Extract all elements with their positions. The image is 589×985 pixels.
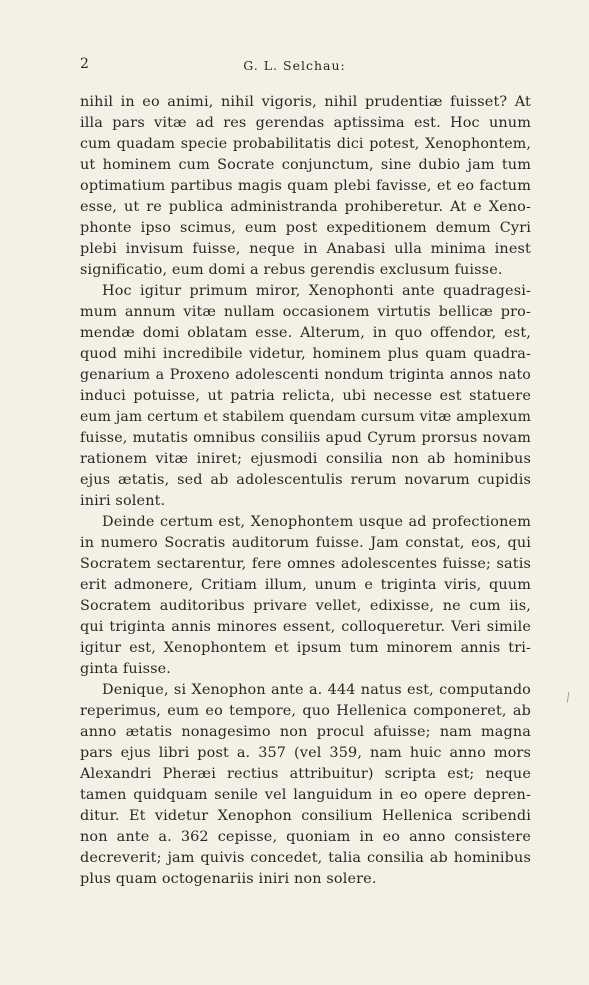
text-line: reperimus, eum eo tempore, quo Hellenica componeret, ab [80, 703, 531, 719]
text-line: induci potuisse, ut patria relicta, ubi necesse est statuere [80, 388, 531, 404]
text-line: tamen quidquam senile vel languidum in eo opere depren- [80, 787, 531, 803]
text-line: Alexandri Pheræi rectius attribuitur) scripta est; neque [80, 766, 531, 782]
text-line: decreverit; jam quivis concedet, talia consilia ab hominibus [80, 850, 531, 866]
text-line: nihil in eo animi, nihil vigoris, nihil prudentiæ fuisset? At [80, 94, 531, 110]
body-text [80, 92, 531, 890]
text-line: Socratem sectarentur, fere omnes adolescentes fuisse; satis [80, 556, 531, 572]
text-line: mum annum vitæ nullam occasionem virtutis bellicæ pro- [80, 304, 531, 320]
text-line: qui triginta annis minores essent, colloqueretur. Veri simile [80, 619, 531, 635]
text-line: significatio, eum domi a rebus gerendis exclusum fuisse. [80, 262, 503, 278]
text-line: phonte ipso scimus, eum post expeditionem demum Cyri [80, 220, 531, 236]
text-line: iniri solent. [80, 493, 166, 509]
text-line: plebi invisum fuisse, neque in Anabasi ulla minima inest [80, 241, 531, 257]
text-line: Hoc igitur primum miror, Xenophonti ante quadragesi- [102, 283, 531, 299]
text-line: rationem vitæ iniret; ejusmodi consilia non ab hominibus [80, 451, 531, 467]
text-line: quod mihi incredibile videtur, hominem plus quam quadra- [80, 346, 531, 362]
text-line: ginta fuisse. [80, 661, 172, 677]
text-line: igitur est, Xenophontem et ipsum tum minorem annis tri- [80, 640, 531, 656]
text-line: Denique, si Xenophon ante a. 444 natus est, computando [102, 682, 531, 698]
text-line: mendæ domi oblatam esse. Alterum, in quo offendor, est, [80, 325, 531, 341]
text-line: erit admonere, Critiam illum, unum e triginta viris, quum [80, 577, 531, 593]
text-line: eum jam certum et stabilem quendam cursum vitæ amplexum [80, 409, 531, 425]
page-number: 2 [80, 56, 90, 72]
text-line: anno ætatis nonagesimo non procul afuisse; nam magna [80, 724, 531, 740]
text-line: Deinde certum est, Xenophontem usque ad profectionem [102, 514, 531, 530]
running-head: G. L. Selchau: [243, 58, 346, 73]
text-line: genarium a Proxeno adolescenti nondum triginta annos nato [80, 367, 531, 383]
text-line: ejus ætatis, sed ab adolescentulis rerum novarum cupidis [80, 472, 531, 488]
text-line: pars ejus libri post a. 357 (vel 359, nam huic anno mors [80, 745, 531, 761]
text-line: cum quadam specie probabilitatis dici potest, Xenophontem, [80, 136, 531, 152]
text-line: ditur. Et videtur Xenophon consilium Hellenica scribendi [80, 808, 531, 824]
text-line: Socratem auditoribus privare vellet, edixisse, ne cum iis, [80, 598, 531, 614]
text-line: plus quam octogenariis iniri non solere. [80, 871, 377, 887]
text-line: non ante a. 362 cepisse, quoniam in eo anno consistere [80, 829, 531, 845]
margin-mark: / [564, 689, 572, 705]
text-line: illa pars vitæ ad res gerendas aptissima est. Hoc unum [80, 115, 531, 131]
text-line: ut hominem cum Socrate conjunctum, sine dubio jam tum [80, 157, 531, 173]
text-line: fuisse, mutatis omnibus consiliis apud Cyrum prorsus novam [80, 430, 531, 446]
text-line: esse, ut re publica administranda prohiberetur. At e Xeno- [80, 199, 531, 215]
text-line: optimatium partibus magis quam plebi favisse, et eo factum [80, 178, 531, 194]
text-line: in numero Socratis auditorum fuisse. Jam constat, eos, qui [80, 535, 531, 551]
